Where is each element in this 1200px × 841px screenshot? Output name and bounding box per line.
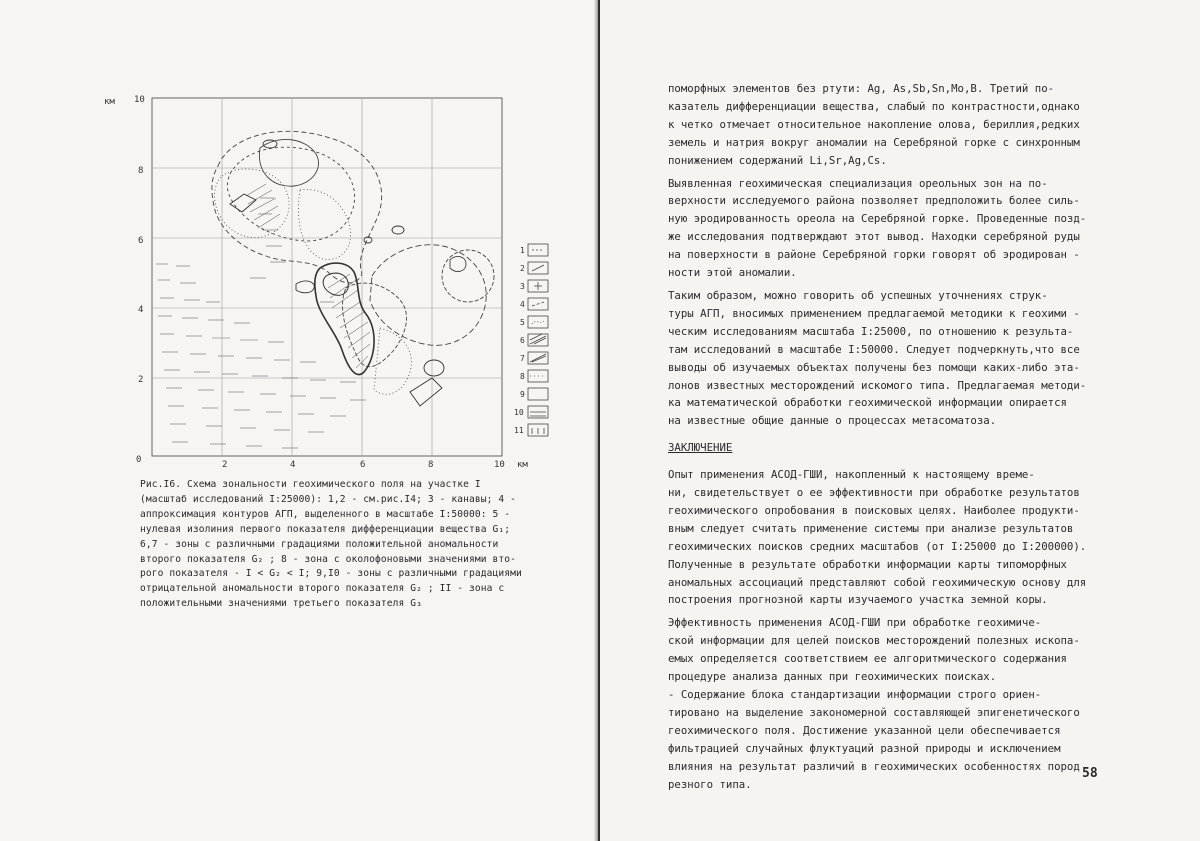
geochemical-zonation-map bbox=[104, 88, 550, 478]
text-line: Выявленная геохимическая специализация ореольных зон на по- bbox=[668, 176, 1048, 190]
x-tick-2: 2 bbox=[222, 460, 228, 470]
x-unit-label: км bbox=[517, 460, 528, 470]
text-line: геохимического опробования в поисковых целях. Наиболее продукти- bbox=[668, 503, 1080, 517]
svg-text:6: 6 bbox=[520, 336, 525, 345]
caption-line: отрицательной аномальности второго показателя G₂ ; II - зона с bbox=[140, 583, 505, 595]
svg-text:9: 9 bbox=[520, 390, 525, 399]
map-legend bbox=[528, 244, 548, 436]
text-line: поморфных элементов без ртути: Ag, As,Sb,Sn,Mo,B. Третий по- bbox=[668, 82, 1055, 95]
dotted-zones bbox=[215, 169, 412, 394]
anomaly-zone bbox=[315, 263, 374, 374]
text-line: ности этой аномалии. bbox=[668, 266, 797, 280]
text-line: туры АГП, вносимых применением предлагаемой методики к геохими - bbox=[668, 306, 1080, 320]
legend-numbers bbox=[514, 246, 525, 435]
svg-text:7: 7 bbox=[520, 354, 525, 363]
x-tick-6: 6 bbox=[360, 460, 366, 470]
text-line: Полученные в результате обработки информации карты типоморфных bbox=[668, 557, 1067, 571]
text-line: выводы об изучаемых объектах получены без помощи каких-либо эта- bbox=[668, 360, 1080, 374]
map-figure bbox=[104, 88, 550, 478]
text-line: к четко отмечает относительное накопление олова, бериллия,редких bbox=[668, 117, 1080, 131]
body-text bbox=[668, 80, 1130, 793]
text-line: же исследования подтверждают этот вывод. Находки серебряной руды bbox=[668, 230, 1080, 244]
text-line: вным следует считать применение системы при анализе результатов bbox=[668, 521, 1074, 535]
text-line: Опыт применения АСОД-ГШИ, накопленный к настоящему време- bbox=[668, 468, 1035, 482]
y-tick-4: 4 bbox=[138, 305, 144, 315]
text-line: аномальных ассоциаций представляют собой геохимическую основу для bbox=[668, 575, 1087, 589]
text-line: ской информации для целей поисков месторождений полезных ископа- bbox=[668, 634, 1080, 648]
text-line: Эффективность применения АСОД-ГШИ при обработке геохимиче- bbox=[668, 616, 1042, 630]
text-line: ную эродированность ореола на Серебряной горке. Проведенные позд- bbox=[668, 212, 1087, 226]
caption-line: Рис.I6. Схема зональности геохимического поля на участке I bbox=[140, 479, 481, 490]
caption-line: аппроксимация контуров АГП, выделенного в масштабе I:50000: 5 - bbox=[140, 508, 511, 520]
paragraph bbox=[668, 614, 1130, 686]
text-line: там исследований в масштабе I:50000. Следует подчеркнуть,что все bbox=[668, 342, 1080, 356]
y-tick-6: 6 bbox=[138, 236, 144, 246]
text-line: ческим исследованиям масштаба I:25000, по отношению к результа- bbox=[668, 324, 1074, 338]
y-tick-8: 8 bbox=[138, 166, 144, 176]
y-tick-10: 10 bbox=[134, 95, 145, 105]
svg-text:5: 5 bbox=[520, 318, 525, 327]
paragraph bbox=[668, 175, 1130, 282]
text-line: - Содержание блока стандартизации информации строго ориен- bbox=[668, 688, 1042, 701]
y-tick-2: 2 bbox=[138, 375, 144, 385]
paragraph bbox=[668, 80, 1130, 170]
text-line: ка математической обработки геохимической информации опирается bbox=[668, 396, 1067, 410]
text-line: казатель дифференциации вещества, слабый по контрастности,однако bbox=[668, 99, 1080, 113]
svg-text:11: 11 bbox=[514, 426, 524, 435]
caption-line: нулевая изолиния первого показателя дифференциации вещества G₁; bbox=[140, 523, 511, 535]
text-line: земель и натрия вокруг аномалии на Серебряной горке с синхронным bbox=[668, 135, 1080, 149]
x-tick-8: 8 bbox=[428, 460, 434, 470]
figure-caption bbox=[140, 478, 540, 612]
svg-text:4: 4 bbox=[520, 300, 525, 309]
text-line: процедуре анализа данных при геохимических поисках. bbox=[668, 670, 997, 684]
y-unit-label: км bbox=[104, 97, 115, 107]
text-line: на известные общие данные о процессах метасоматоза. bbox=[668, 414, 997, 428]
text-line: фильтрацией случайных флуктуаций разной природы и исключением bbox=[668, 741, 1061, 755]
text-line: построения прогнозной карты изучаемого участка земной коры. bbox=[668, 593, 1048, 607]
contour-lines bbox=[212, 131, 494, 366]
text-line: ни, свидетельствует о ее эффективности при обработке результатов bbox=[668, 486, 1080, 500]
caption-line: 6,7 - зоны с различными градациями положительной аномальности bbox=[140, 538, 499, 550]
text-line: верхности исследуемого района позволяет предположить более силь- bbox=[668, 194, 1080, 208]
x-tick-4: 4 bbox=[290, 460, 296, 470]
svg-text:1: 1 bbox=[520, 246, 525, 255]
text-line: тировано на выделение закономерной составляющей эпигенетического bbox=[668, 705, 1080, 719]
caption-line: (масштаб исследований I:25000): 1,2 - см.рис.I4; 3 - канавы; 4 - bbox=[140, 493, 517, 505]
paragraph bbox=[668, 466, 1130, 609]
text-line: лонов известных месторождений искомого типа. Предлагаемая методи- bbox=[668, 378, 1087, 392]
svg-text:10: 10 bbox=[514, 408, 524, 417]
x-tick-10: 10 bbox=[494, 460, 505, 470]
x-tick-0: 0 bbox=[136, 455, 142, 465]
paragraph bbox=[668, 686, 1130, 793]
page-number: 58 bbox=[1082, 766, 1098, 781]
text-line: геохимического поля. Достижение указанной цели обеспечивается bbox=[668, 723, 1061, 737]
caption-line: положительными значениями третьего показателя G₃ bbox=[140, 598, 423, 610]
svg-text:8: 8 bbox=[520, 372, 525, 381]
text-line: резного типа. bbox=[668, 777, 752, 791]
svg-text:2: 2 bbox=[520, 264, 525, 273]
caption-line: второго показателя G₂ ; 8 - зона с околофоновыми значениями вто- bbox=[140, 553, 517, 565]
caption-line: рого показателя - I < G₂ < I; 9,I0 - зоны с различными градациями bbox=[140, 568, 522, 580]
text-line: геохимических поисков средних масштабов (от I:25000 до I:200000). bbox=[668, 539, 1087, 553]
svg-text:3: 3 bbox=[520, 282, 525, 291]
anomaly-fill bbox=[246, 184, 370, 368]
text-line: понижением содержаний Li,Sr,Ag,Cs. bbox=[668, 153, 887, 167]
paragraph bbox=[668, 287, 1130, 430]
text-line: на поверхности в районе Серебряной горки говорят об эродирован - bbox=[668, 248, 1080, 262]
section-title: ЗАКЛЮЧЕНИЕ bbox=[668, 441, 733, 455]
text-line: влияния на результат различий в геохимических особенностях пород bbox=[668, 759, 1080, 773]
text-line: емых определяется соответствием ее алгоритмического содержания bbox=[668, 652, 1067, 666]
text-line: Таким образом, можно говорить об успешных уточнениях струк- bbox=[668, 288, 1048, 302]
map-grid bbox=[152, 98, 502, 456]
hatched-zone bbox=[156, 198, 366, 448]
